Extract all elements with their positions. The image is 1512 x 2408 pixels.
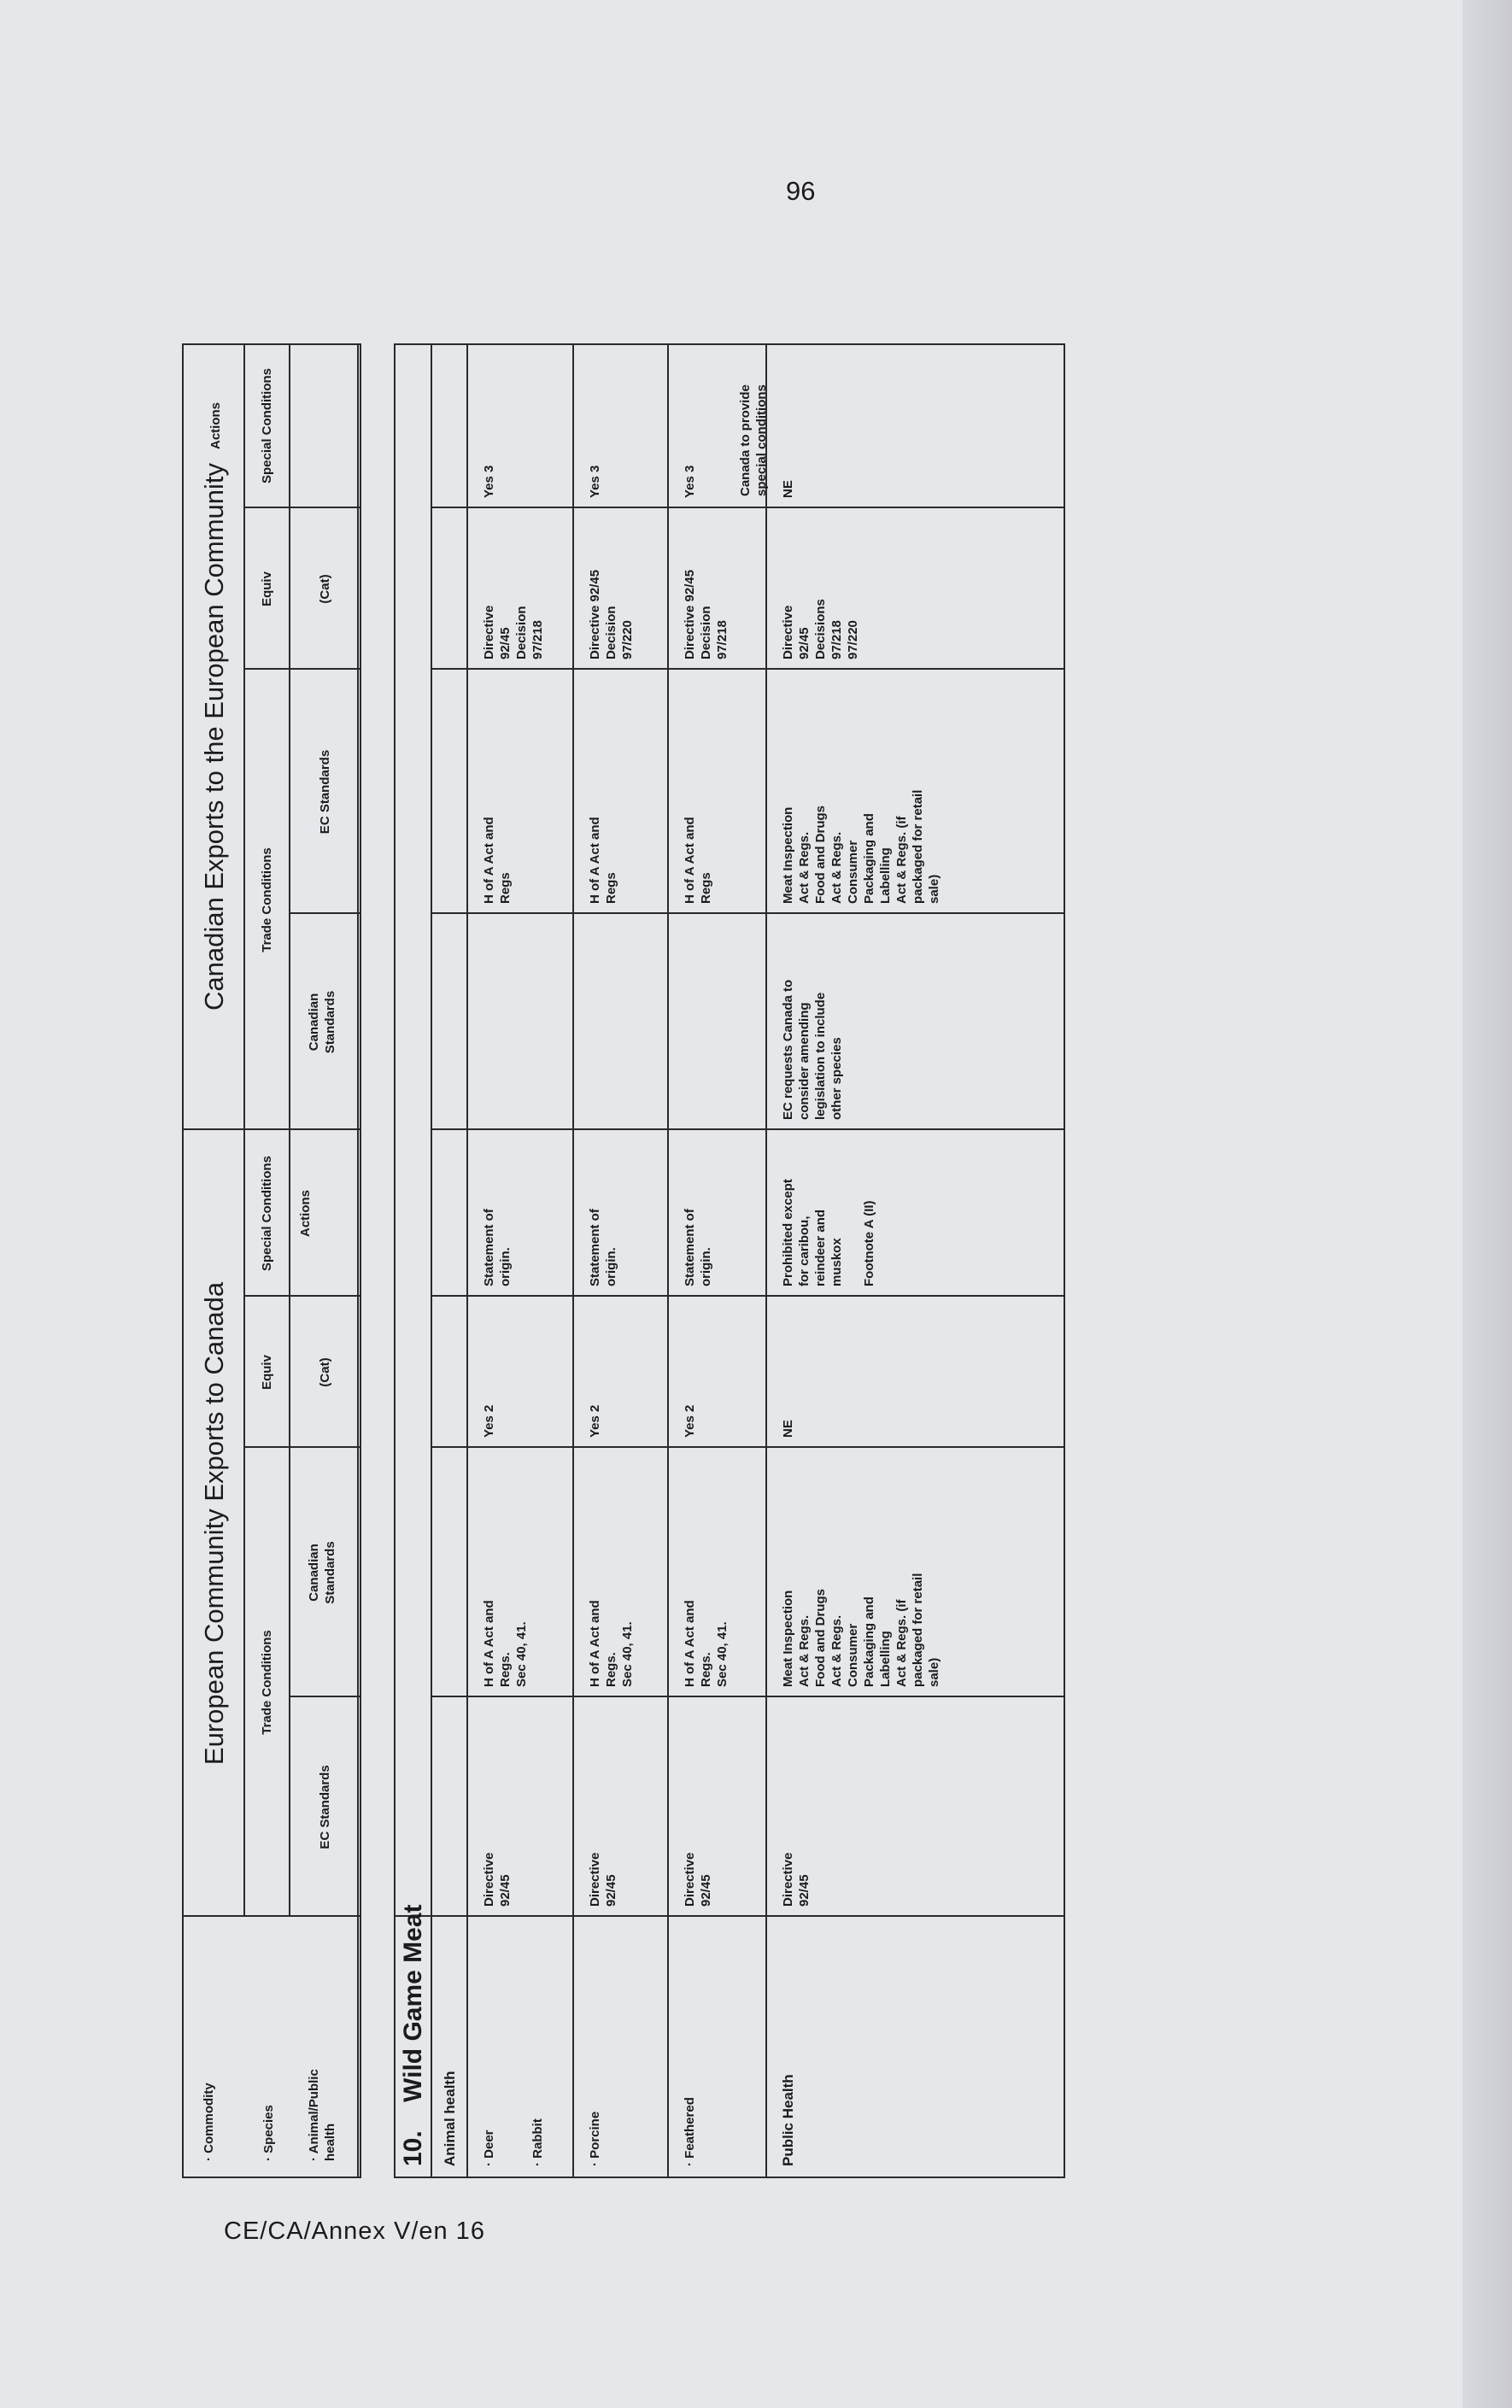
row-eu-equiv: Yes 2	[482, 1404, 496, 1438]
ca-actions: Actions	[208, 402, 223, 450]
ca-trade-conditions: Trade Conditions	[260, 847, 274, 952]
eu-cat: (Cat)	[318, 1357, 332, 1387]
section-title: Wild Game Meat	[399, 1904, 427, 2102]
row-ca-ec-standards: Directive 92/45 Decision 97/218	[482, 605, 545, 659]
eu-equiv: Equiv	[260, 1355, 274, 1390]
section-heading	[399, 1904, 428, 2166]
ca-special-conditions: Special Conditions	[260, 368, 274, 484]
row-ca-actions: Canada to provide special conditions	[738, 384, 769, 496]
row-eu-ec-standards: Directive 92/45	[683, 1852, 713, 1907]
eu-special-conditions: Special Conditions	[260, 1156, 274, 1272]
landscape-table	[182, 343, 1065, 2178]
footer-reference: CE/CA/Annex V/en 16	[224, 2218, 485, 2245]
eu-trade-conditions: Trade Conditions	[260, 1630, 274, 1735]
row-eu-special: Statement of origin.	[588, 1209, 618, 1286]
row-ca-canadian-standards: Meat Inspection Act & Regs. Food and Drugs Act & Regs. Consumer Packaging and Labelling Act & Regs. (if packaged for retail sale)	[781, 789, 941, 904]
row-species: · Deer · Rabbit	[482, 2118, 545, 2166]
eu-ec-standards: EC Standards	[318, 1765, 332, 1849]
row-eu-canadian-standards: H of A Act and Regs. Sec 40, 41.	[588, 1600, 635, 1687]
ca-ec-standards: EC Standards	[318, 749, 332, 835]
commodity-label: · Commodity	[202, 2083, 216, 2161]
row-eu-equiv: NE	[781, 1420, 795, 1438]
row-ca-ec-standards: Directive 92/45 Decisions 97/218 97/220	[781, 599, 860, 659]
ca-cat: (Cat)	[318, 574, 332, 604]
row-eu-ec-standards: Directive 92/45	[588, 1852, 618, 1907]
row-eu-canadian-standards: H of A Act and Regs. Sec 40, 41.	[683, 1600, 730, 1687]
row-ca-equiv: NE	[781, 480, 795, 498]
row-eu-canadian-standards: H of A Act and Regs. Sec 40, 41.	[482, 1600, 529, 1687]
ca-canadian-standards: Canadian Standards	[307, 990, 337, 1054]
eu-exports-title: European Community Exports to Canada	[199, 1281, 229, 1766]
row-ca-ec-standards: Directive 92/45 Decision 97/218	[683, 569, 730, 659]
section-number: 10.	[399, 2130, 427, 2166]
row-eu-actions: EC requests Canada to consider amending legislation to include other species	[781, 979, 844, 1120]
page-number: 96	[786, 176, 816, 206]
eu-actions: Actions	[298, 1190, 313, 1238]
row-eu-equiv: Yes 2	[588, 1404, 602, 1438]
row-ca-canadian-standards: H of A Act and Regs	[683, 817, 713, 904]
row-species: Public Health	[780, 2074, 796, 2166]
species-label: · Species	[261, 2105, 276, 2161]
row-eu-special: Prohibited except for caribou, reindeer and muskox Footnote A (II)	[781, 1179, 876, 1286]
row-species: · Feathered	[683, 2097, 697, 2166]
eu-canadian-standards: Canadian Standards	[307, 1541, 337, 1604]
row-ca-equiv: Yes 3	[683, 465, 697, 498]
row-eu-canadian-standards: Meat Inspection Act & Regs. Food and Drugs Act & Regs. Consumer Packaging and Labelling Act & Regs. (if packaged for retail sale)	[781, 1573, 941, 1687]
row-eu-special: Statement of origin.	[683, 1209, 713, 1286]
row-ca-canadian-standards: H of A Act and Regs	[482, 817, 513, 904]
animal-public-health-label: · Animal/Public health	[307, 2069, 337, 2161]
row-ca-equiv: Yes 3	[482, 465, 496, 498]
page-edge-shadow	[1462, 0, 1512, 2408]
ca-exports-title: Canadian Exports to the European Community	[199, 462, 229, 1011]
row-eu-ec-standards: Directive 92/45	[781, 1852, 812, 1907]
row-ca-ec-standards: Directive 92/45 Decision 97/220	[588, 569, 635, 659]
row-eu-special: Statement of origin.	[482, 1209, 513, 1286]
row-eu-ec-standards: Directive 92/45	[482, 1852, 513, 1907]
row-ca-equiv: Yes 3	[588, 465, 602, 498]
row-ca-canadian-standards: H of A Act and Regs	[588, 817, 618, 904]
ca-equiv: Equiv	[260, 571, 274, 606]
animal-health-subheading: Animal health	[442, 2071, 458, 2166]
row-species: · Porcine	[588, 2111, 602, 2166]
row-eu-equiv: Yes 2	[683, 1404, 697, 1438]
